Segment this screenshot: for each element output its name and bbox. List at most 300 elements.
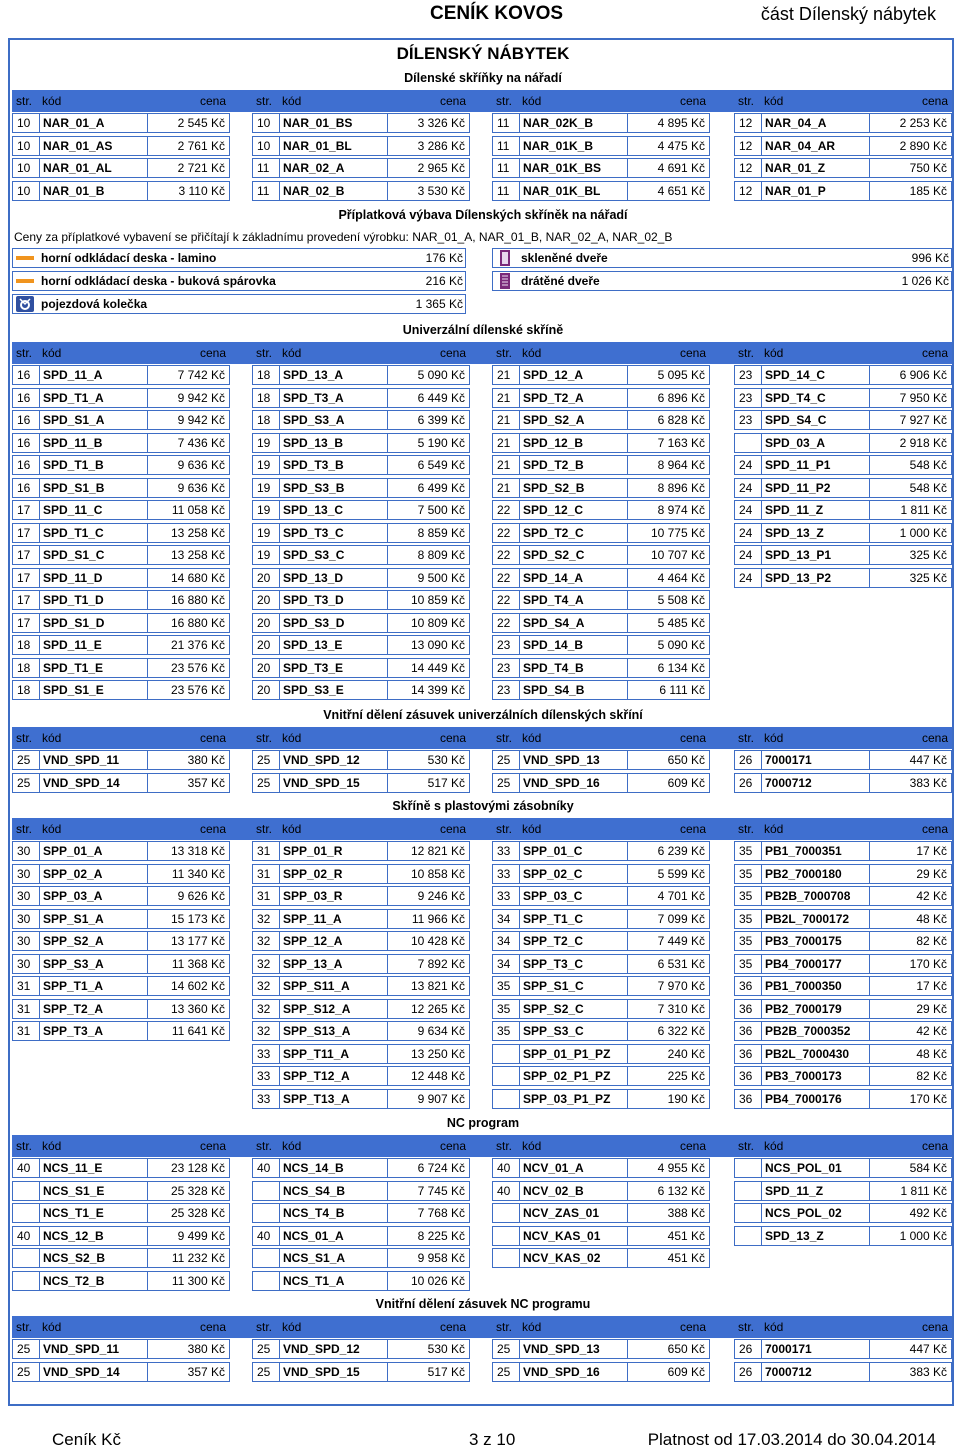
cell-divider: [761, 1067, 762, 1085]
entry-code: SPD_11_E: [43, 638, 102, 652]
entry-price: 357 Kč: [187, 1364, 225, 1379]
entry-page: 35: [739, 889, 753, 903]
price-entry: [734, 545, 952, 565]
cell-divider: [39, 389, 40, 407]
header-str: str.: [496, 346, 513, 360]
cell-divider: [147, 1022, 148, 1040]
entry-code: NCS_T1_A: [283, 1273, 345, 1288]
price-entry: [734, 478, 952, 498]
price-entry: [492, 635, 710, 655]
cell-divider: [519, 501, 520, 519]
cell-divider: [761, 159, 762, 177]
entry-page: 25: [497, 753, 511, 767]
entry-code: VND_SPD_15: [283, 775, 360, 790]
price-entry: [12, 568, 230, 588]
price-entry: [252, 750, 470, 770]
header-str: str.: [496, 1320, 513, 1334]
entry-code: NAR_02_B: [283, 183, 345, 198]
entry-page: 10: [17, 116, 31, 130]
entry-page: 23: [739, 390, 753, 405]
cell-divider: [627, 434, 628, 452]
entry-price: 383 Kč: [909, 1364, 947, 1379]
entry-price: 2 761 Kč: [177, 138, 225, 153]
table-row: [12, 388, 952, 411]
entry-page: 16: [17, 480, 31, 495]
entry-page: 17: [17, 593, 31, 607]
entry-price: 6 531 Kč: [657, 956, 705, 971]
cell-divider: [519, 411, 520, 429]
price-entry: [12, 1226, 230, 1246]
entry-price: 2 918 Kč: [899, 435, 947, 450]
table-row: [12, 1066, 952, 1089]
price-entry: [492, 136, 710, 156]
entry-code: SPP_T12_A: [283, 1069, 350, 1083]
entry-price: 1 811 Kč: [900, 1183, 947, 1198]
header-kod: kód: [42, 731, 62, 745]
cell-divider: [627, 366, 628, 384]
cell-divider: [519, 479, 520, 497]
section-title: Příplatková výbava Dílenských skříněk na nářadí: [338, 208, 628, 222]
price-entry: [734, 954, 952, 974]
price-entry: [252, 954, 470, 974]
table-row: [12, 864, 952, 887]
entry-code: SPD_T1_A: [43, 390, 104, 405]
price-entry: [492, 523, 710, 543]
entry-page: [257, 1272, 277, 1290]
entry-price: 7 099 Kč: [657, 911, 705, 926]
table-row: [12, 931, 952, 954]
cell-divider: [519, 774, 520, 792]
entry-code: VND_SPD_13: [523, 1342, 600, 1356]
option-price: 216 Kč: [425, 274, 463, 288]
header-cena: cena: [439, 731, 466, 745]
cell-divider: [627, 1249, 628, 1267]
cell-divider: [869, 456, 870, 474]
entry-page: 36: [739, 1091, 753, 1106]
price-entry: [734, 750, 952, 770]
cell-divider: [147, 366, 148, 384]
entry-code: PB2B_7000352: [765, 1024, 851, 1038]
entry-price: 14 602 Kč: [170, 979, 225, 993]
cell-divider: [387, 182, 388, 200]
header-cena: cena: [439, 1139, 466, 1153]
price-entry: [734, 523, 952, 543]
cell-divider: [869, 1045, 870, 1063]
price-entry: [252, 613, 470, 633]
cell-divider: [279, 411, 280, 429]
entry-price: 15 173 Kč: [170, 911, 225, 926]
cell-divider: [39, 659, 40, 677]
entry-page: 31: [257, 844, 271, 858]
cell-divider: [279, 389, 280, 407]
entry-page: 22: [497, 525, 511, 540]
price-entry: [734, 1203, 952, 1223]
price-entry: [492, 680, 710, 700]
cell-divider: [627, 1159, 628, 1177]
cell-divider: [627, 1182, 628, 1200]
entry-code: NCS_T2_B: [43, 1273, 105, 1288]
entry-code: SPD_11_C: [43, 503, 103, 517]
cell-divider: [387, 1204, 388, 1222]
cell-divider: [279, 114, 280, 132]
price-entry: [12, 433, 230, 453]
column-header-row: [12, 1316, 952, 1338]
entry-page: 32: [257, 934, 271, 948]
cell-divider: [869, 932, 870, 950]
cell-divider: [387, 1045, 388, 1063]
cell-divider: [869, 182, 870, 200]
header-kod: kód: [282, 1320, 302, 1334]
entry-page: [497, 1045, 517, 1063]
cell-divider: [387, 636, 388, 654]
cell-divider: [387, 569, 388, 587]
entry-price: 7 310 Kč: [657, 1001, 705, 1016]
entry-code: SPP_S3_C: [523, 1024, 584, 1038]
price-entry: [492, 931, 710, 951]
cell-divider: [761, 1363, 762, 1381]
cell-divider: [279, 774, 280, 792]
cell-divider: [869, 977, 870, 995]
entry-price: 380 Kč: [187, 1342, 225, 1356]
price-entry: [734, 1362, 952, 1382]
cell-divider: [279, 546, 280, 564]
entry-price: 492 Kč: [909, 1206, 947, 1220]
cell-divider: [519, 932, 520, 950]
cell-divider: [279, 159, 280, 177]
table-row: [12, 1248, 952, 1271]
cell-divider: [387, 1159, 388, 1177]
price-entry: [12, 1158, 230, 1178]
entry-page: 19: [257, 480, 271, 495]
entry-page: 16: [17, 435, 31, 450]
cell-divider: [279, 366, 280, 384]
entry-price: 6 132 Kč: [657, 1183, 705, 1198]
entry-page: 18: [257, 413, 271, 427]
cell-divider: [519, 977, 520, 995]
price-entry: [12, 613, 230, 633]
cell-divider: [147, 1000, 148, 1018]
header-str: str.: [256, 822, 273, 836]
cell-divider: [147, 114, 148, 132]
cell-divider: [147, 1182, 148, 1200]
entry-code: SPP_S2_A: [43, 934, 104, 948]
price-entry: [12, 1248, 230, 1268]
entry-page: 17: [17, 615, 31, 630]
price-entry: [492, 158, 710, 178]
entry-price: 6 239 Kč: [657, 844, 705, 858]
cell-divider: [279, 614, 280, 632]
entry-price: 5 485 Kč: [657, 615, 705, 630]
entry-code: SPD_S1_E: [43, 683, 104, 697]
entry-price: 447 Kč: [909, 753, 947, 767]
entry-page: 25: [17, 1342, 31, 1356]
cell-divider: [869, 434, 870, 452]
entry-page: 19: [257, 458, 271, 472]
header-kod: kód: [764, 346, 784, 360]
entry-page: 17: [17, 570, 31, 585]
price-entry: [12, 181, 230, 201]
entry-price: 9 246 Kč: [417, 889, 465, 903]
entry-price: 451 Kč: [667, 1251, 705, 1265]
entry-price: 609 Kč: [667, 1364, 705, 1379]
price-entry: [12, 410, 230, 430]
entry-page: 33: [497, 866, 511, 881]
entry-price: 13 258 Kč: [170, 548, 225, 562]
glass-door-icon: [496, 250, 514, 266]
entry-code: SPD_13_P1: [765, 548, 832, 562]
cell-divider: [869, 910, 870, 928]
price-entry: [492, 886, 710, 906]
header-cena: cena: [199, 94, 226, 108]
cell-divider: [761, 1227, 762, 1245]
entry-page: 23: [497, 683, 511, 697]
entry-price: 13 250 Kč: [410, 1046, 465, 1061]
price-entry: [12, 545, 230, 565]
cell-divider: [147, 1204, 148, 1222]
header-cena: cena: [199, 346, 226, 360]
entry-price: 8 964 Kč: [657, 458, 705, 472]
price-entry: [492, 181, 710, 201]
entry-code: VND_SPD_12: [283, 1342, 360, 1356]
price-table-frame: [8, 38, 954, 1406]
entry-code: SPD_T1_D: [43, 593, 104, 607]
cell-divider: [387, 1249, 388, 1267]
cell-divider: [387, 751, 388, 769]
entry-code: SPD_12_A: [523, 368, 584, 382]
cell-divider: [761, 1204, 762, 1222]
cell-divider: [627, 955, 628, 973]
entry-code: SPD_T4_B: [523, 660, 584, 675]
cell-divider: [39, 1363, 40, 1381]
cell-divider: [147, 591, 148, 609]
cell-divider: [147, 1363, 148, 1381]
header-cena: cena: [679, 94, 706, 108]
header-kod: kód: [522, 822, 542, 836]
table-row: [12, 113, 952, 136]
table-row: [12, 750, 952, 773]
cell-divider: [39, 411, 40, 429]
price-entry: [492, 1226, 710, 1246]
header-str: str.: [16, 94, 33, 108]
entry-page: 35: [739, 844, 753, 858]
entry-price: 8 809 Kč: [417, 548, 465, 562]
table-row: [12, 1181, 952, 1204]
price-entry: [252, 680, 470, 700]
cell-divider: [761, 977, 762, 995]
cell-divider: [279, 1227, 280, 1245]
cell-divider: [147, 659, 148, 677]
entry-price: 13 360 Kč: [170, 1001, 225, 1016]
entry-code: SPD_T1_C: [43, 525, 104, 540]
cell-divider: [761, 456, 762, 474]
price-entry: [734, 1044, 952, 1064]
entry-code: NCS_T1_E: [43, 1206, 104, 1220]
cell-divider: [279, 182, 280, 200]
entry-page: 20: [257, 660, 271, 675]
header-str: str.: [496, 731, 513, 745]
cell-divider: [279, 842, 280, 860]
header-kod: kód: [522, 1139, 542, 1153]
price-entry: [734, 1226, 952, 1246]
price-entry: [12, 976, 230, 996]
cell-divider: [869, 1159, 870, 1177]
price-entry: [252, 478, 470, 498]
entry-page: 26: [739, 753, 753, 767]
price-entry: [492, 1044, 710, 1064]
cell-divider: [519, 1090, 520, 1108]
entry-code: VND_SPD_16: [523, 775, 600, 790]
header-cena: cena: [921, 731, 948, 745]
header-kod: kód: [42, 346, 62, 360]
table-row: [12, 410, 952, 433]
price-entry: [734, 410, 952, 430]
entry-page: 30: [17, 934, 31, 948]
entry-code: SPD_S3_D: [283, 615, 345, 630]
entry-page: 12: [739, 183, 753, 198]
cell-divider: [147, 681, 148, 699]
table-row: [12, 1226, 952, 1249]
page-header: [0, 0, 960, 36]
entry-price: 4 955 Kč: [657, 1161, 705, 1175]
price-entry: [252, 523, 470, 543]
entry-code: SPD_11_A: [43, 368, 103, 382]
table-row: [12, 181, 952, 204]
entry-code: NCS_POL_02: [765, 1206, 842, 1220]
price-entry: [12, 635, 230, 655]
entry-code: SPD_T4_A: [523, 593, 584, 607]
entry-code: NAR_01K_BS: [523, 161, 602, 175]
section-title: Vnitřní dělení zásuvek NC programu: [375, 1297, 591, 1311]
entry-page: 35: [497, 1001, 511, 1016]
entry-code: NCS_01_A: [283, 1228, 344, 1243]
price-entry: [252, 1226, 470, 1246]
price-entry: [734, 931, 952, 951]
cell-divider: [869, 1067, 870, 1085]
cell-divider: [279, 1182, 280, 1200]
entry-price: 7 768 Kč: [417, 1206, 465, 1220]
cell-divider: [147, 977, 148, 995]
entry-code: 7000712: [765, 775, 812, 790]
entry-page: 24: [739, 525, 753, 540]
cell-divider: [869, 887, 870, 905]
entry-price: 10 859 Kč: [410, 593, 465, 607]
price-entry: [12, 750, 230, 770]
entry-price: 9 958 Kč: [417, 1251, 465, 1265]
entry-code: SPD_13_B: [283, 435, 344, 450]
entry-code: VND_SPD_14: [43, 1364, 120, 1379]
header-cena: cena: [679, 1320, 706, 1334]
entry-code: SPD_S3_C: [283, 548, 345, 562]
entry-price: 29 Kč: [916, 866, 947, 881]
cell-divider: [519, 182, 520, 200]
price-entry: [492, 976, 710, 996]
cell-divider: [387, 614, 388, 632]
cell-divider: [627, 137, 628, 155]
cell-divider: [147, 1249, 148, 1267]
price-entry: [492, 1181, 710, 1201]
entry-code: VND_SPD_13: [523, 753, 600, 767]
cell-divider: [761, 1045, 762, 1063]
cell-divider: [869, 1000, 870, 1018]
price-entry: [492, 1339, 710, 1359]
entry-code: SPD_S2_C: [523, 548, 585, 562]
entry-price: 23 576 Kč: [170, 683, 225, 697]
column-header-row: [12, 818, 952, 840]
cell-divider: [387, 1227, 388, 1245]
entry-page: 40: [257, 1161, 271, 1175]
entry-code: NAR_01_A: [43, 116, 105, 130]
entry-price: 8 896 Kč: [657, 480, 705, 495]
cell-divider: [869, 501, 870, 519]
price-entry: [12, 931, 230, 951]
option-price: 1 026 Kč: [901, 274, 949, 288]
main-title: DÍLENSKÝ NÁBYTEK: [396, 44, 570, 63]
price-entry: [492, 750, 710, 770]
entry-price: 1 000 Kč: [899, 1228, 947, 1243]
entry-page: 10: [17, 183, 31, 198]
section-title: Vnitřní dělení zásuvek univerzálních dílenských skříní: [323, 708, 643, 722]
table-row: [12, 635, 952, 658]
price-entry: [252, 365, 470, 385]
entry-code: 7000171: [765, 753, 812, 767]
entry-page: 36: [739, 1046, 753, 1061]
entry-page: 31: [257, 889, 271, 903]
entry-price: 5 095 Kč: [657, 368, 705, 382]
cell-divider: [39, 1340, 40, 1358]
entry-code: SPD_S2_A: [523, 413, 585, 427]
entry-code: SPP_T3_C: [523, 956, 584, 971]
header-kod: kód: [282, 731, 302, 745]
option-item: [12, 294, 466, 314]
entry-code: VND_SPD_16: [523, 1364, 600, 1379]
cell-divider: [387, 456, 388, 474]
header-str: str.: [738, 731, 755, 745]
entry-page: 33: [257, 1069, 271, 1083]
entry-code: SPP_12_A: [283, 934, 343, 948]
cell-divider: [279, 1204, 280, 1222]
header-kod: kód: [522, 731, 542, 745]
price-entry: [734, 136, 952, 156]
entry-price: 7 950 Kč: [899, 390, 947, 405]
cell-divider: [519, 569, 520, 587]
price-entry: [12, 886, 230, 906]
entry-price: 7 436 Kč: [177, 435, 225, 450]
entry-page: 35: [497, 1024, 511, 1038]
cell-divider: [279, 1159, 280, 1177]
entry-page: 36: [739, 1024, 753, 1038]
cell-divider: [39, 681, 40, 699]
entry-page: 35: [497, 979, 511, 993]
header-cena: cena: [439, 822, 466, 836]
entry-code: NCV_ZAS_01: [523, 1206, 600, 1220]
entry-code: SPP_S12_A: [283, 1001, 351, 1016]
entry-price: 9 500 Kč: [417, 570, 465, 585]
cell-divider: [39, 865, 40, 883]
header-str: str.: [16, 731, 33, 745]
entry-code: SPD_14_C: [765, 368, 826, 382]
table-row: [12, 1021, 952, 1044]
entry-price: 17 Kč: [916, 844, 947, 858]
entry-code: SPP_S1_C: [523, 979, 584, 993]
cell-divider: [39, 456, 40, 474]
cell-divider: [869, 1227, 870, 1245]
options-note: Ceny za příplatkové vybavení se přičítají k základnímu provedení výrobku: NAR_01_A, NAR_01_B, NAR_02_A, NAR_02_B: [14, 230, 673, 244]
price-entry: [734, 886, 952, 906]
entry-page: 33: [497, 889, 511, 903]
cell-divider: [147, 774, 148, 792]
price-entry: [492, 999, 710, 1019]
cell-divider: [519, 636, 520, 654]
